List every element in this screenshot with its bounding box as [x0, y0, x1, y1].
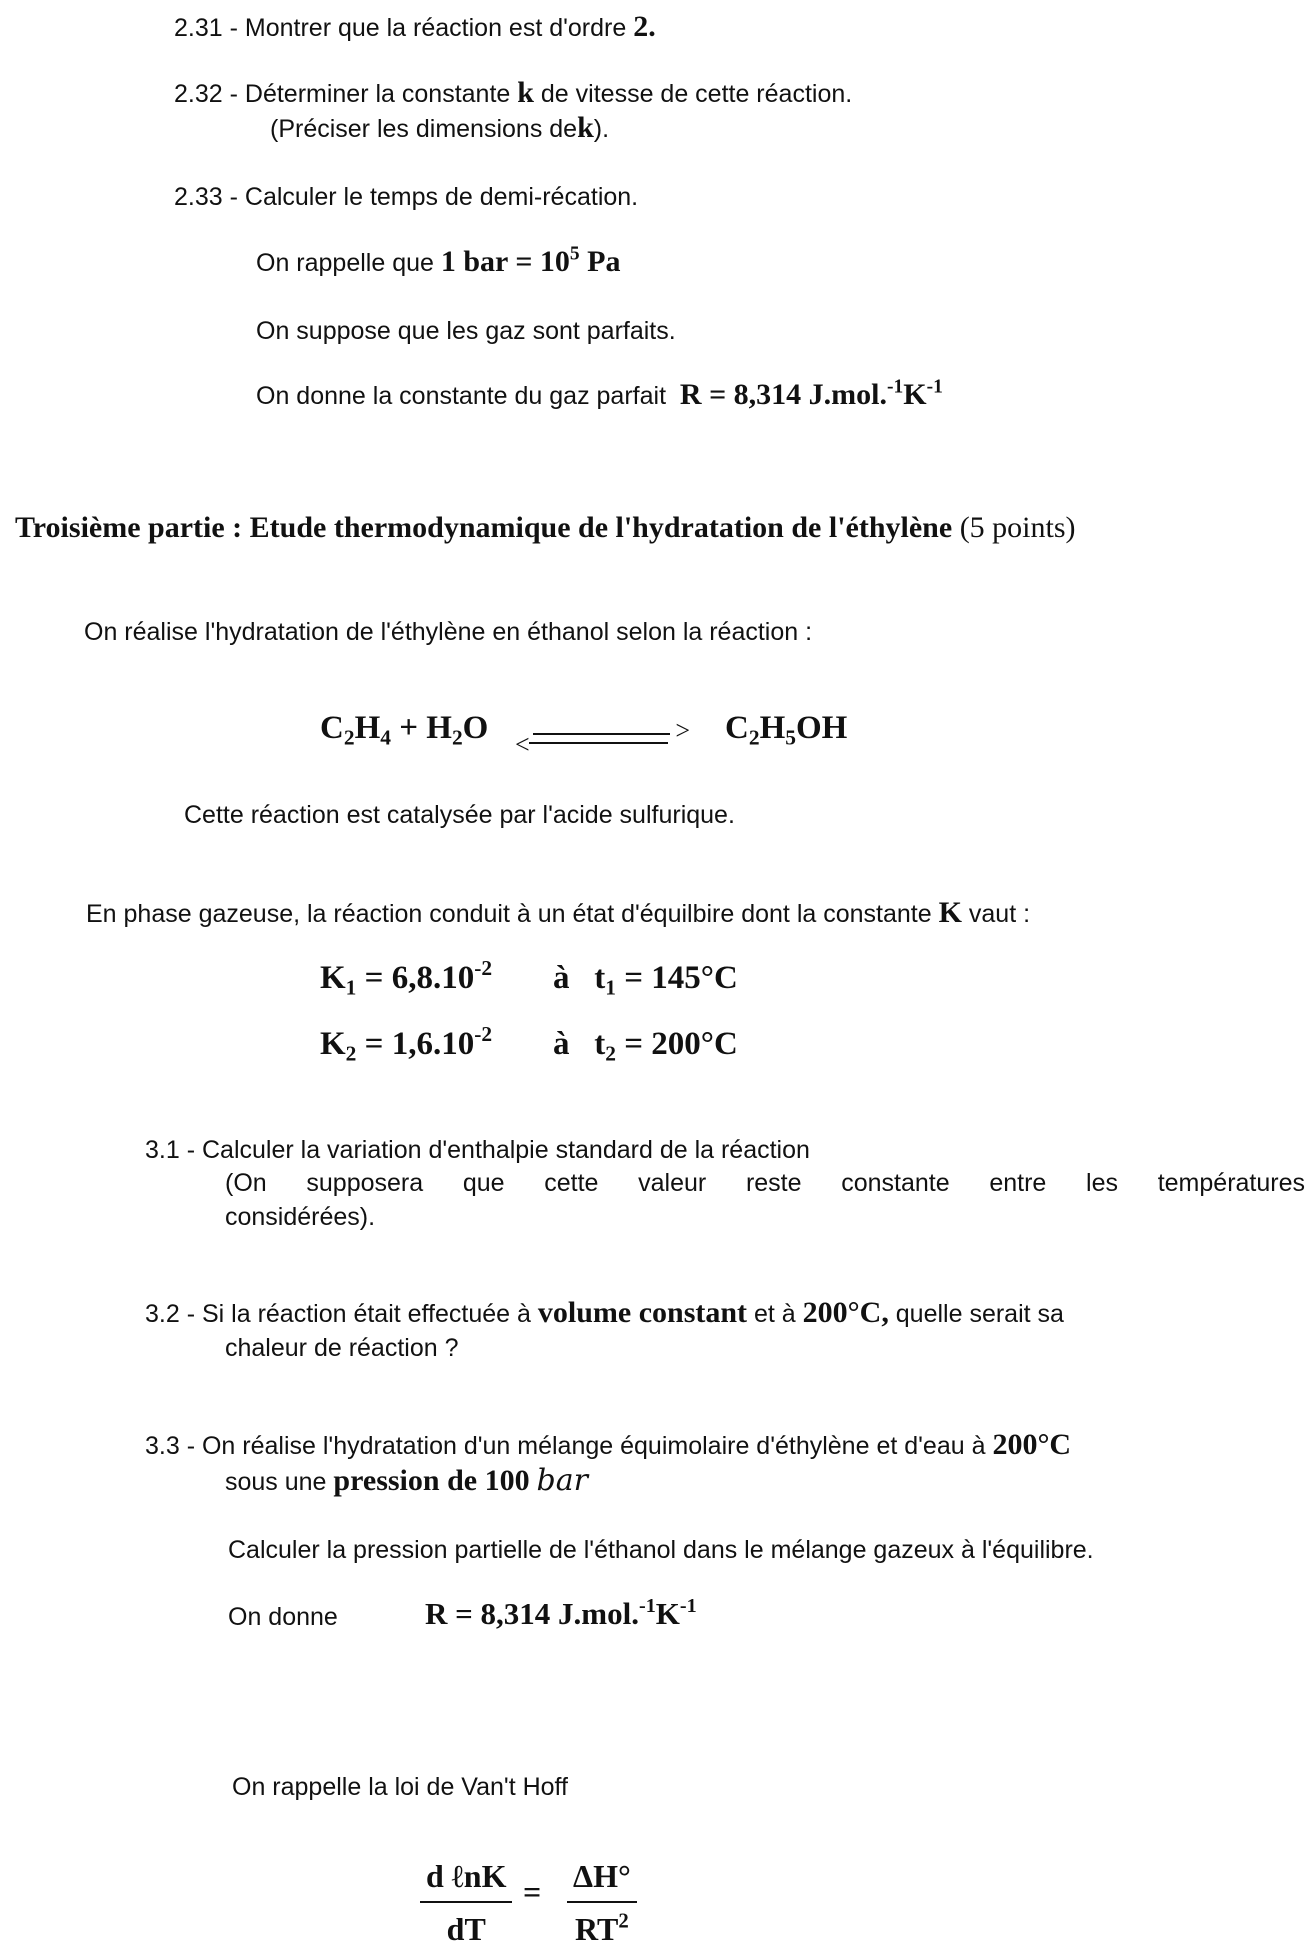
- eq-left: 1 bar = 10: [440, 245, 570, 278]
- k-exp: -2: [474, 956, 493, 981]
- a: à: [553, 1026, 570, 1062]
- gaz-parfaits: On suppose que les gaz sont parfaits.: [256, 317, 676, 345]
- sub: 2: [343, 725, 355, 750]
- question-number: 3.2: [145, 1300, 180, 1328]
- question-number: 2.32: [174, 80, 223, 108]
- constant-k: k: [517, 76, 534, 109]
- question-number: 3.1: [145, 1136, 180, 1164]
- den-exp: 2: [618, 1909, 629, 1933]
- formula-left-fraction: [420, 1858, 512, 1948]
- formula-denominator: dT: [446, 1911, 486, 1947]
- den-text: RT: [575, 1911, 619, 1947]
- t-index: 2: [605, 1041, 616, 1066]
- k-val: = 6,8.10: [364, 960, 475, 996]
- eq-exp: 5: [569, 243, 580, 265]
- question-3-3-line2: [225, 1463, 588, 1498]
- constante-text: On donne la constante du gaz parfait: [256, 382, 667, 410]
- formula-right-fraction: [567, 1858, 637, 1948]
- phase-text: En phase gazeuse, la réaction conduit à un état d'équilbire dont la constante: [86, 900, 932, 928]
- t: t: [594, 960, 606, 996]
- k: K: [320, 960, 346, 996]
- r-left: R = 8,314 J.mol.: [679, 378, 888, 411]
- sub: 2: [451, 725, 463, 750]
- bar-equation: [441, 245, 621, 278]
- part-3-heading: [15, 513, 1076, 543]
- donne-r: [228, 1602, 338, 1632]
- arrow-left-head: <: [515, 730, 530, 759]
- c: C: [725, 710, 749, 746]
- reaction-equation: [320, 710, 489, 750]
- vanthoff-text: On rappelle la loi de Van't Hoff: [232, 1773, 568, 1801]
- phase-end: vaut :: [968, 900, 1031, 928]
- question-text: - On réalise l'hydratation d'un mélange équimolaire d'éthylène et d'eau à: [186, 1432, 986, 1460]
- sub: 5: [785, 725, 796, 750]
- t-index: 1: [605, 975, 616, 1000]
- constant-K: K: [938, 896, 962, 929]
- temperature-200: 200°C,: [802, 1296, 889, 1329]
- h: H: [354, 710, 381, 746]
- volume-constant: volume constant: [537, 1296, 748, 1329]
- sub: 4: [380, 725, 391, 750]
- pressure-value: pression de 100: [333, 1464, 530, 1497]
- question-2-33: [174, 182, 638, 212]
- plus-sign: +: [399, 710, 419, 746]
- arrow-line-top: [533, 733, 670, 735]
- constante-gaz: [256, 376, 943, 411]
- equilibrium-intro: [86, 898, 1030, 929]
- sub: 2: [748, 725, 760, 750]
- t: t: [594, 1026, 606, 1062]
- question-3-1-note: (On supposera que cette valeur reste constante entre les températures: [225, 1169, 1305, 1197]
- k: K: [320, 1026, 346, 1062]
- r-exp1: -1: [639, 1594, 656, 1617]
- question-2-32-note: [270, 113, 609, 144]
- question-text: sous une: [225, 1468, 327, 1496]
- r-left: R = 8,314 J.mol.: [425, 1596, 639, 1631]
- k-index: 1: [345, 975, 357, 1000]
- formula-equals: =: [523, 1874, 542, 1910]
- r-exp1: -1: [887, 376, 904, 398]
- question-2-31: [174, 12, 656, 43]
- note-text: (Préciser les dimensions de: [270, 115, 578, 143]
- c: C: [320, 710, 344, 746]
- r-exp2: -1: [679, 1594, 697, 1617]
- question-text-end: quelle serait sa: [895, 1300, 1064, 1328]
- order-value: 2.: [633, 10, 656, 43]
- formula-denominator: [567, 1903, 637, 1948]
- question-number: 2.31: [174, 14, 223, 42]
- r-exp2: -1: [926, 376, 943, 398]
- r-equation: [680, 378, 943, 411]
- r-equation-2: [425, 1596, 697, 1632]
- catalyse-text: Cette réaction est catalysée par l'acide sulfurique.: [184, 801, 735, 829]
- constant-k: k: [577, 111, 594, 144]
- question-3-2-line2: chaleur de réaction ?: [225, 1334, 459, 1362]
- question-number: 3.3: [145, 1432, 180, 1460]
- oh: OH: [795, 710, 848, 746]
- question-3-1: [145, 1135, 810, 1165]
- k-exp: -2: [474, 1022, 493, 1047]
- question-3-3-calc: Calculer la pression partielle de l'éthanol dans le mélange gazeux à l'équilibre.: [228, 1536, 1094, 1564]
- k-index: 2: [345, 1041, 357, 1066]
- question-number: 2.33: [174, 183, 223, 211]
- a: à: [553, 960, 570, 996]
- question-3-1-note-end: considérées).: [225, 1203, 376, 1231]
- reaction-product: [725, 710, 848, 750]
- k2-temperature: [553, 1026, 738, 1066]
- o: O: [462, 710, 489, 746]
- intro-text: On réalise l'hydratation de l'éthylène en éthanol selon la réaction :: [84, 618, 813, 646]
- question-3-2: [145, 1298, 1305, 1329]
- donne-text: On donne: [228, 1603, 338, 1631]
- r-k: K: [903, 378, 927, 411]
- k1-value: [320, 956, 493, 1000]
- question-text-cont: et à: [754, 1300, 796, 1328]
- question-text-cont: de vitesse de cette réaction.: [540, 80, 853, 108]
- formula-numerator: d ℓnK: [420, 1858, 512, 1903]
- r-k: K: [655, 1596, 680, 1631]
- question-text: - Calculer la variation d'enthalpie standard de la réaction: [186, 1136, 810, 1164]
- equilibrium-arrow: [515, 716, 690, 759]
- question-text: - Si la réaction était effectuée à: [186, 1300, 531, 1328]
- arrow-right-head: >: [675, 716, 690, 745]
- eq-right: Pa: [587, 245, 621, 278]
- rappel-bar: [256, 243, 621, 278]
- handwritten-unit: bar: [536, 1463, 588, 1498]
- question-text: - Montrer que la réaction est d'ordre: [229, 14, 627, 42]
- k1-temperature: [553, 960, 738, 1000]
- heading-text: Troisième partie : Etude thermodynamique de l'hydratation de l'éthylène: [15, 511, 953, 544]
- temperature-200: 200°C: [992, 1428, 1072, 1461]
- arrow-line-bottom: [529, 742, 668, 744]
- question-text: - Calculer le temps de demi-récation.: [229, 183, 639, 211]
- formula-numerator: ΔH°: [567, 1858, 637, 1903]
- k2-value: [320, 1022, 493, 1066]
- heading-points: (5 points): [959, 511, 1076, 544]
- h: H: [426, 710, 452, 746]
- question-3-3: [145, 1430, 1071, 1461]
- k-val: = 1,6.10: [364, 1026, 475, 1062]
- note-end: ).: [593, 115, 610, 143]
- question-2-32: [174, 78, 852, 109]
- question-text: - Déterminer la constante: [229, 80, 511, 108]
- t-val: = 145°C: [624, 960, 738, 996]
- h: H: [759, 710, 786, 746]
- rappel-text: On rappelle que: [256, 249, 434, 277]
- t-val: = 200°C: [624, 1026, 738, 1062]
